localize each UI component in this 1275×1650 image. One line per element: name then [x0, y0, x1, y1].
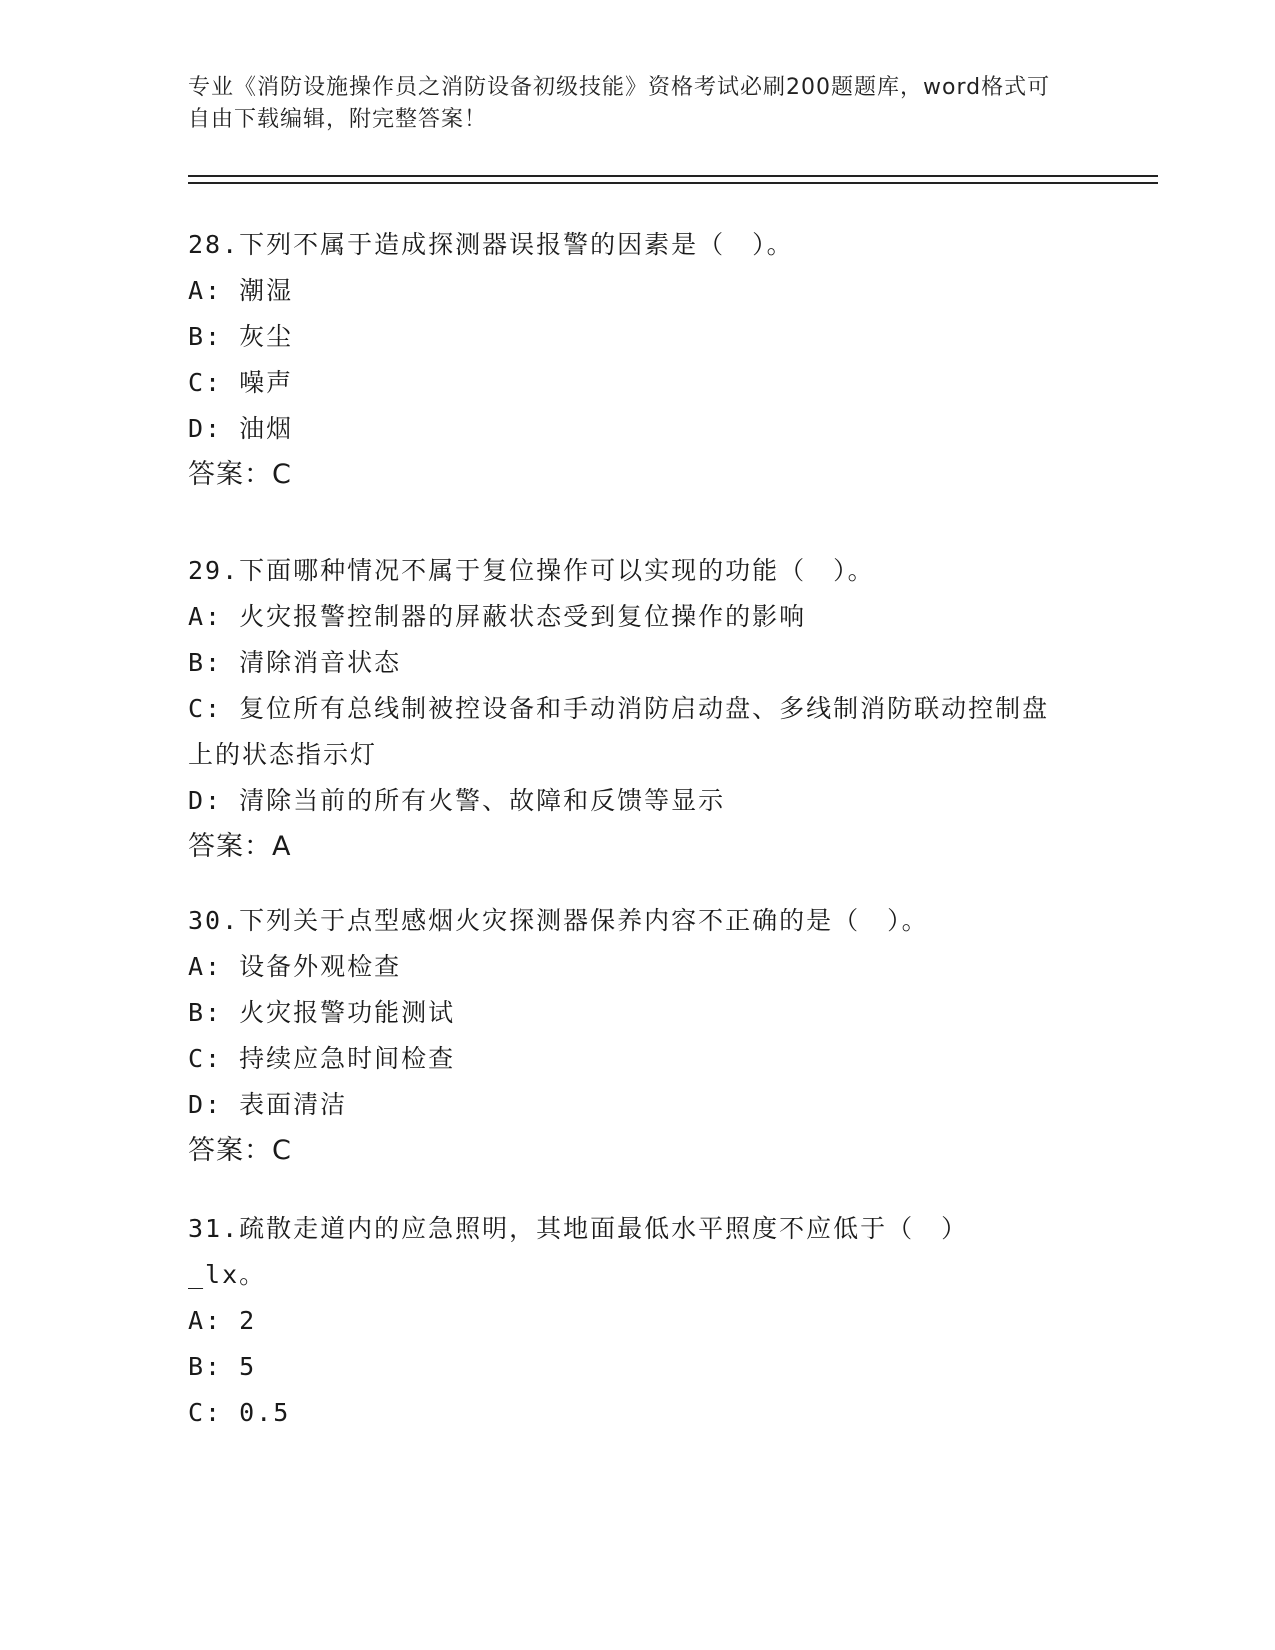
- question-29: [188, 548, 1088, 870]
- question-stem: 30.下列关于点型感烟火灾探测器保养内容不正确的是（ ）。: [188, 906, 929, 935]
- option-b: B: 清除消音状态: [188, 648, 402, 677]
- option-a: A: 潮湿: [188, 276, 294, 305]
- option-d: D: 表面清洁: [188, 1090, 348, 1119]
- answer: 答案：C: [188, 459, 292, 490]
- answer: 答案：A: [188, 831, 292, 862]
- option-b: B: 5: [188, 1352, 257, 1381]
- option-c: C: 噪声: [188, 368, 294, 397]
- question-31: [188, 1206, 1088, 1436]
- option-a: A: 设备外观检查: [188, 952, 402, 981]
- option-b: B: 灰尘: [188, 322, 294, 351]
- option-d: D: 油烟: [188, 414, 294, 443]
- header-divider-bottom: [188, 182, 1158, 184]
- question-stem: 28.下列不属于造成探测器误报警的因素是（ ）。: [188, 230, 794, 259]
- option-a: A: 2: [188, 1306, 257, 1335]
- question-28: [188, 222, 1088, 498]
- question-stem: 29.下面哪种情况不属于复位操作可以实现的功能（ ）。: [188, 556, 875, 585]
- question-stem: 31.疏散走道内的应急照明，其地面最低水平照度不应低于（ ）_lx。: [188, 1214, 969, 1289]
- option-b: B: 火灾报警功能测试: [188, 998, 456, 1027]
- option-c: C: 复位所有总线制被控设备和手动消防启动盘、多线制消防联动控制盘上的状态指示灯: [188, 694, 1050, 769]
- option-c: C: 持续应急时间检查: [188, 1044, 456, 1073]
- question-30: [188, 898, 1088, 1174]
- header-divider-top: [188, 175, 1158, 177]
- option-d: D: 清除当前的所有火警、故障和反馈等显示: [188, 786, 726, 815]
- option-c: C: 0.5: [188, 1398, 291, 1427]
- option-a: A: 火灾报警控制器的屏蔽状态受到复位操作的影响: [188, 602, 807, 631]
- document-header: 专业《消防设施操作员之消防设备初级技能》资格考试必刷200题题库，word格式可自由下载编辑，附完整答案！: [188, 75, 1051, 132]
- answer: 答案：C: [188, 1135, 292, 1166]
